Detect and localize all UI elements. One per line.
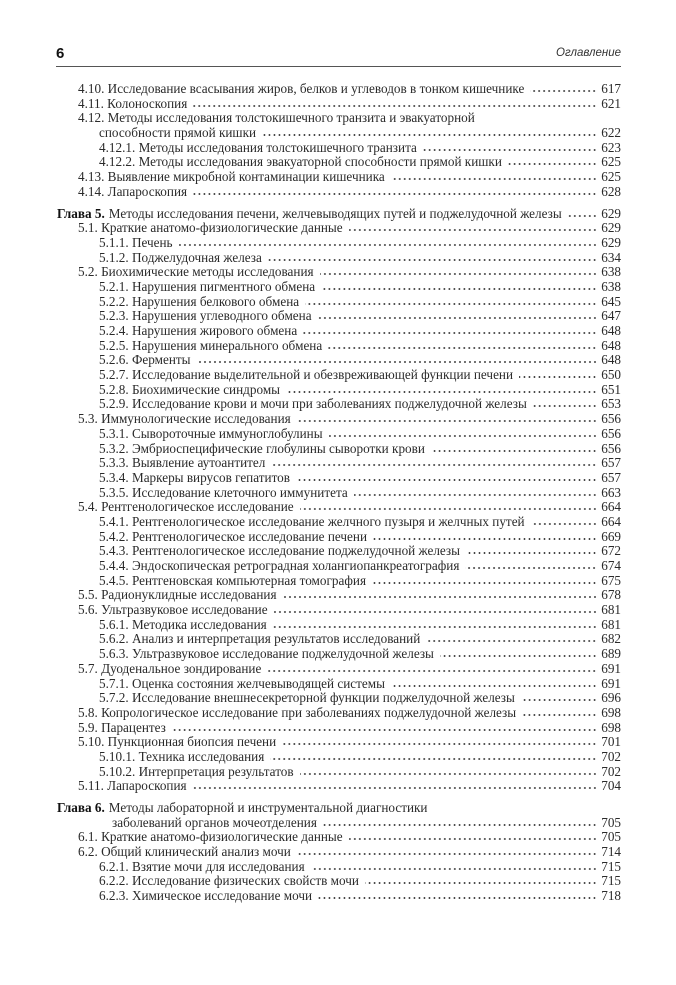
toc-entry-title: 5.2. Биохимические методы исследования: [78, 264, 314, 280]
toc-entry: [57, 530, 621, 545]
dot-leader: [303, 331, 597, 335]
dot-leader: [193, 192, 597, 196]
toc-entry-title: 5.4. Рентгенологическое исследование: [78, 499, 294, 515]
toc-entry: [57, 706, 621, 721]
toc-entry-title: 5.3.5. Исследование клеточного иммунитета: [99, 484, 348, 500]
toc-entry-title: 5.7.1. Оценка состояния желчевыводящей системы: [99, 675, 385, 691]
toc-entry-title: 5.2.7. Исследование выделительной и обезвреживающей функции печени: [99, 367, 514, 383]
toc-entry-title-continuation: способности прямой кишки: [99, 125, 257, 141]
dot-leader: [530, 89, 597, 93]
dot-leader: [305, 302, 597, 306]
toc-entry: [57, 82, 621, 97]
toc-page-number: 648: [601, 352, 621, 368]
toc-page-number: 623: [601, 139, 621, 155]
toc-entry-title: 5.4.2. Рентгенологическое исследование печени: [99, 528, 367, 544]
toc-entry-title: 4.14. Лапароскопия: [78, 183, 188, 199]
toc-page-number: 663: [601, 484, 621, 500]
toc-entry-title: 4.11. Колоноскопия: [78, 95, 188, 111]
toc-entry: [57, 662, 621, 677]
toc-entry-title: 5.11. Лапароскопия: [78, 778, 187, 794]
toc-entry-title: 5.2.5. Нарушения минерального обмена: [99, 337, 323, 353]
dot-leader: [531, 522, 597, 526]
toc-entry-title: 6.2. Общий клинический анализ мочи: [78, 844, 291, 860]
dot-leader: [349, 228, 597, 232]
toc-page-number: 617: [601, 81, 621, 96]
toc-entry-title: 5.6.1. Методика исследования: [99, 616, 267, 632]
toc-page-number: 681: [601, 616, 621, 632]
toc-entry: [57, 442, 621, 457]
dot-leader: [300, 772, 597, 776]
dot-leader: [267, 669, 597, 673]
dot-leader: [193, 786, 597, 790]
toc-page-number: 691: [601, 675, 621, 691]
toc-page-number: 645: [601, 293, 621, 309]
dot-leader: [568, 214, 597, 218]
toc-entry: [57, 383, 621, 398]
toc-page-number: 650: [601, 367, 621, 383]
toc-entry: [57, 845, 621, 860]
toc-page-number: 705: [601, 814, 621, 830]
toc-entry-title: 5.2.9. Исследование крови и мочи при заболеваниях поджелудочной железы: [99, 396, 527, 412]
toc-page-number: 629: [601, 220, 621, 236]
toc-page-number: 625: [601, 169, 621, 185]
toc-page-number: 629: [601, 234, 621, 250]
toc-page-number: 628: [601, 183, 621, 199]
dot-leader: [423, 148, 597, 152]
toc-entry: [57, 265, 621, 280]
toc-page-number: 634: [601, 249, 621, 265]
toc-entry-title: 5.6. Ультразвуковое исследование: [78, 602, 268, 618]
dot-leader: [296, 478, 597, 482]
toc-page-number: 678: [601, 587, 621, 603]
dot-leader: [172, 728, 597, 732]
toc-entry: [57, 471, 621, 486]
dot-leader: [179, 243, 597, 247]
toc-entry: [57, 280, 621, 295]
toc-entry-title: 6.1. Краткие анатомо-физиологические данные: [78, 829, 343, 845]
dot-leader: [373, 537, 597, 541]
toc-entry: [57, 221, 621, 236]
toc-entry: [57, 559, 621, 574]
toc-page-number: 657: [601, 469, 621, 485]
toc-entry: [57, 765, 621, 780]
toc-entry: [57, 874, 621, 889]
toc-entry-title: 4.13. Выявление микробной контаминации кишечника: [78, 169, 385, 185]
toc-entry-title: 5.6.3. Ультразвуковое исследование поджелудочной железы: [99, 646, 434, 662]
toc-entry-title: 5.7.2. Исследование внешнесекреторной функции поджелудочной железы: [99, 690, 515, 706]
toc-entry: [57, 295, 621, 310]
toc-page-number: 672: [601, 543, 621, 559]
dot-leader: [521, 698, 597, 702]
dot-leader: [365, 881, 597, 885]
toc-entry: [57, 544, 621, 559]
toc-page-number: 701: [601, 734, 621, 750]
toc-page-number: 657: [601, 455, 621, 471]
toc-page-number: 656: [601, 425, 621, 441]
toc-entry-title: Методы исследования печени, желчевыводящих путей и поджелудочной железы: [108, 205, 562, 221]
toc-page-number: 674: [601, 558, 621, 573]
page-number: 6: [56, 45, 65, 62]
dot-leader: [321, 287, 597, 291]
toc-entry: [57, 397, 621, 412]
toc-entry: [57, 721, 621, 736]
dot-leader: [318, 896, 597, 900]
toc-entry: [57, 632, 621, 647]
toc-entry: [57, 185, 621, 200]
toc-entry: [57, 618, 621, 633]
toc-entry-title: 4.12.2. Методы исследования эвакуаторной способности прямой кишки: [99, 154, 502, 170]
header-rule: [56, 66, 621, 67]
toc-page-number: 638: [601, 278, 621, 294]
dot-leader: [197, 360, 597, 364]
dot-leader: [329, 434, 597, 438]
toc-page-number: 653: [601, 396, 621, 412]
toc-page-number: 698: [601, 704, 621, 720]
toc-entry-title: 5.10. Пункционная биопсия печени: [78, 734, 277, 750]
toc-entry: [57, 353, 621, 368]
toc-entry-title: 5.2.2. Нарушения белкового обмена: [99, 293, 300, 309]
toc-page-number: 718: [601, 888, 621, 904]
toc-entry-title: 4.12. Методы исследования толстокишечного транзита и эвакуаторной: [78, 110, 475, 126]
dot-leader: [440, 654, 597, 658]
chapter-label: Глава 6.: [57, 800, 105, 815]
toc-entry-title: 4.12.1. Методы исследования толстокишечного транзита: [99, 139, 417, 155]
dot-leader: [271, 463, 597, 467]
dot-leader: [193, 104, 597, 108]
toc-entry: [57, 155, 621, 170]
toc-entry-title: 5.2.3. Нарушения углеводного обмена: [99, 308, 312, 324]
toc-entry-title: 6.2.1. Взятие мочи для исследования: [99, 858, 305, 874]
dot-leader: [391, 177, 597, 181]
toc-entry: [57, 574, 621, 589]
toc-page-number: 715: [601, 858, 621, 874]
dot-leader: [426, 639, 597, 643]
toc-entry-title: 5.2.8. Биохимические синдромы: [99, 381, 281, 397]
running-title: Оглавление: [556, 47, 621, 59]
toc-entry: [57, 486, 621, 501]
dot-leader: [270, 757, 597, 761]
toc-entry: [57, 236, 621, 251]
toc-entry-title: 5.1. Краткие анатомо-физиологические данные: [78, 220, 343, 236]
dot-leader: [318, 316, 597, 320]
toc-page-number: 669: [601, 528, 621, 544]
toc-entry-title: 6.2.2. Исследование физических свойств мочи: [99, 873, 359, 889]
toc-entry: [57, 339, 621, 354]
toc-entry-title: 5.3. Иммунологические исследования: [78, 411, 291, 427]
toc-entry: [57, 750, 621, 765]
toc-entry: [57, 691, 621, 706]
toc-entry: [57, 647, 621, 662]
dot-leader: [297, 852, 597, 856]
toc-entry: [57, 368, 621, 383]
toc-entry-title: 5.7. Дуоденальное зондирование: [78, 660, 262, 676]
dot-leader: [320, 272, 597, 276]
toc-entry-title: 5.10.1. Техника исследования: [99, 748, 265, 764]
toc-page-number: 704: [601, 778, 621, 794]
dot-leader: [286, 390, 597, 394]
toc-entry: [57, 97, 621, 112]
toc-entry-title: 5.4.4. Эндоскопическая ретроградная холангиопанкреатография: [99, 558, 460, 573]
dot-leader: [274, 610, 597, 614]
toc-entry: [57, 889, 621, 904]
toc-entry-title: 5.10.2. Интерпретация результатов: [99, 763, 294, 779]
toc-entry-title: 5.3.2. Эмбриоспецифические глобулины сыворотки крови: [99, 440, 425, 456]
dot-leader: [297, 419, 597, 423]
toc-page-number: 681: [601, 602, 621, 618]
toc-page-number: 664: [601, 499, 621, 515]
toc-entry: [57, 860, 621, 875]
toc-entry: [57, 515, 621, 530]
toc-entry: [57, 830, 621, 845]
dot-leader: [522, 713, 597, 717]
dot-leader: [349, 837, 597, 841]
dot-leader: [519, 375, 597, 379]
toc-entry: [57, 170, 621, 185]
toc-page-number: 702: [601, 748, 621, 764]
toc-entry-continuation: [57, 126, 621, 141]
toc-chapter: [57, 207, 621, 222]
dot-leader: [311, 867, 597, 871]
toc-entry-title: 5.3.3. Выявление аутоантител: [99, 455, 266, 471]
dot-leader: [354, 493, 597, 497]
dot-leader: [273, 625, 597, 629]
toc-entry-title-continuation: заболеваний органов мочеотделения: [112, 814, 317, 830]
toc-page-number: 714: [601, 844, 621, 860]
dot-leader: [262, 133, 597, 137]
toc-entry-title: 5.1.2. Поджелудочная железа: [99, 249, 262, 265]
toc-page-number: 648: [601, 323, 621, 338]
toc-entry-title: 5.6.2. Анализ и интерпретация результатов исследований: [99, 631, 421, 647]
toc-entry: [57, 735, 621, 750]
toc-entry: [57, 412, 621, 427]
dot-leader: [372, 581, 597, 585]
toc-entry-continuation: [57, 816, 621, 831]
toc-entry: [57, 427, 621, 442]
toc-entry-title: 5.8. Копрологическое исследование при заболеваниях поджелудочной железы: [78, 704, 517, 720]
dot-leader: [300, 507, 597, 511]
toc-page-number: 664: [601, 513, 621, 529]
chapter-label: Глава 5.: [57, 205, 105, 221]
toc-entry-title: 5.3.4. Маркеры вирусов гепатитов: [99, 469, 290, 485]
toc-page-number: 715: [601, 873, 621, 889]
toc-page-number: 647: [601, 308, 621, 324]
toc-entry-title: 5.4.1. Рентгенологическое исследование желчного пузыря и желчных путей: [99, 513, 525, 529]
toc-entry: [57, 603, 621, 618]
dot-leader: [391, 684, 597, 688]
toc-page-number: 648: [601, 337, 621, 353]
toc-entry: [57, 324, 621, 339]
toc-entry: [57, 779, 621, 794]
dot-leader: [466, 551, 597, 555]
toc-entry: [57, 588, 621, 603]
toc-page-number: 696: [601, 690, 621, 706]
toc-page-number: 682: [601, 631, 621, 647]
toc-entry: [57, 141, 621, 156]
toc-entry-title: 4.10. Исследование всасывания жиров, белков и углеводов в тонком кишечнике: [78, 81, 525, 96]
dot-leader: [268, 258, 597, 262]
toc-page-number: 622: [601, 125, 621, 141]
toc-page-number: 656: [601, 440, 621, 456]
dot-leader: [508, 162, 597, 166]
toc-entry-title: 5.5. Радионуклидные исследования: [78, 587, 277, 603]
dot-leader: [282, 742, 597, 746]
toc-page-number: 651: [601, 381, 621, 397]
toc-entry-title: 5.1.1. Печень: [99, 234, 173, 250]
toc-page-number: 675: [601, 572, 621, 588]
toc-entry: [57, 456, 621, 471]
dot-leader: [465, 566, 597, 570]
toc-page-number: 629: [601, 205, 621, 221]
dot-leader: [283, 595, 597, 599]
toc-page-number: 702: [601, 763, 621, 779]
toc-entry-title: 5.3.1. Сывороточные иммуноглобулины: [99, 425, 323, 441]
table-of-contents: [57, 82, 621, 904]
dot-leader: [431, 449, 597, 453]
toc-entry-title: 5.4.3. Рентгенологическое исследование поджелудочной железы: [99, 543, 460, 559]
toc-entry: [57, 251, 621, 266]
toc-page-number: 621: [601, 95, 621, 111]
toc-entry-title: 5.2.4. Нарушения жирового обмена: [99, 323, 298, 338]
toc-entry-title: 5.2.6. Ферменты: [99, 352, 191, 368]
toc-page-number: 689: [601, 646, 621, 662]
toc-entry-title: 5.9. Парацентез: [78, 719, 166, 735]
dot-leader: [323, 823, 597, 827]
toc-page-number: 691: [601, 660, 621, 676]
dot-leader: [328, 346, 597, 350]
toc-page-number: 625: [601, 154, 621, 170]
toc-entry: [57, 111, 621, 126]
toc-entry-title: Методы лабораторной и инструментальной диагностики: [108, 800, 428, 815]
toc-entry: [57, 677, 621, 692]
dot-leader: [533, 404, 597, 408]
toc-entry: [57, 500, 621, 515]
toc-chapter: [57, 801, 621, 816]
toc-entry-title: 5.2.1. Нарушения пигментного обмена: [99, 278, 316, 294]
toc-page-number: 698: [601, 719, 621, 735]
toc-page-number: 638: [601, 264, 621, 280]
toc-entry-title: 5.4.5. Рентгеновская компьютерная томография: [99, 572, 367, 588]
toc-entry-title: 6.2.3. Химическое исследование мочи: [99, 888, 313, 904]
toc-page-number: 705: [601, 829, 621, 845]
toc-page-number: 656: [601, 411, 621, 427]
toc-entry: [57, 309, 621, 324]
